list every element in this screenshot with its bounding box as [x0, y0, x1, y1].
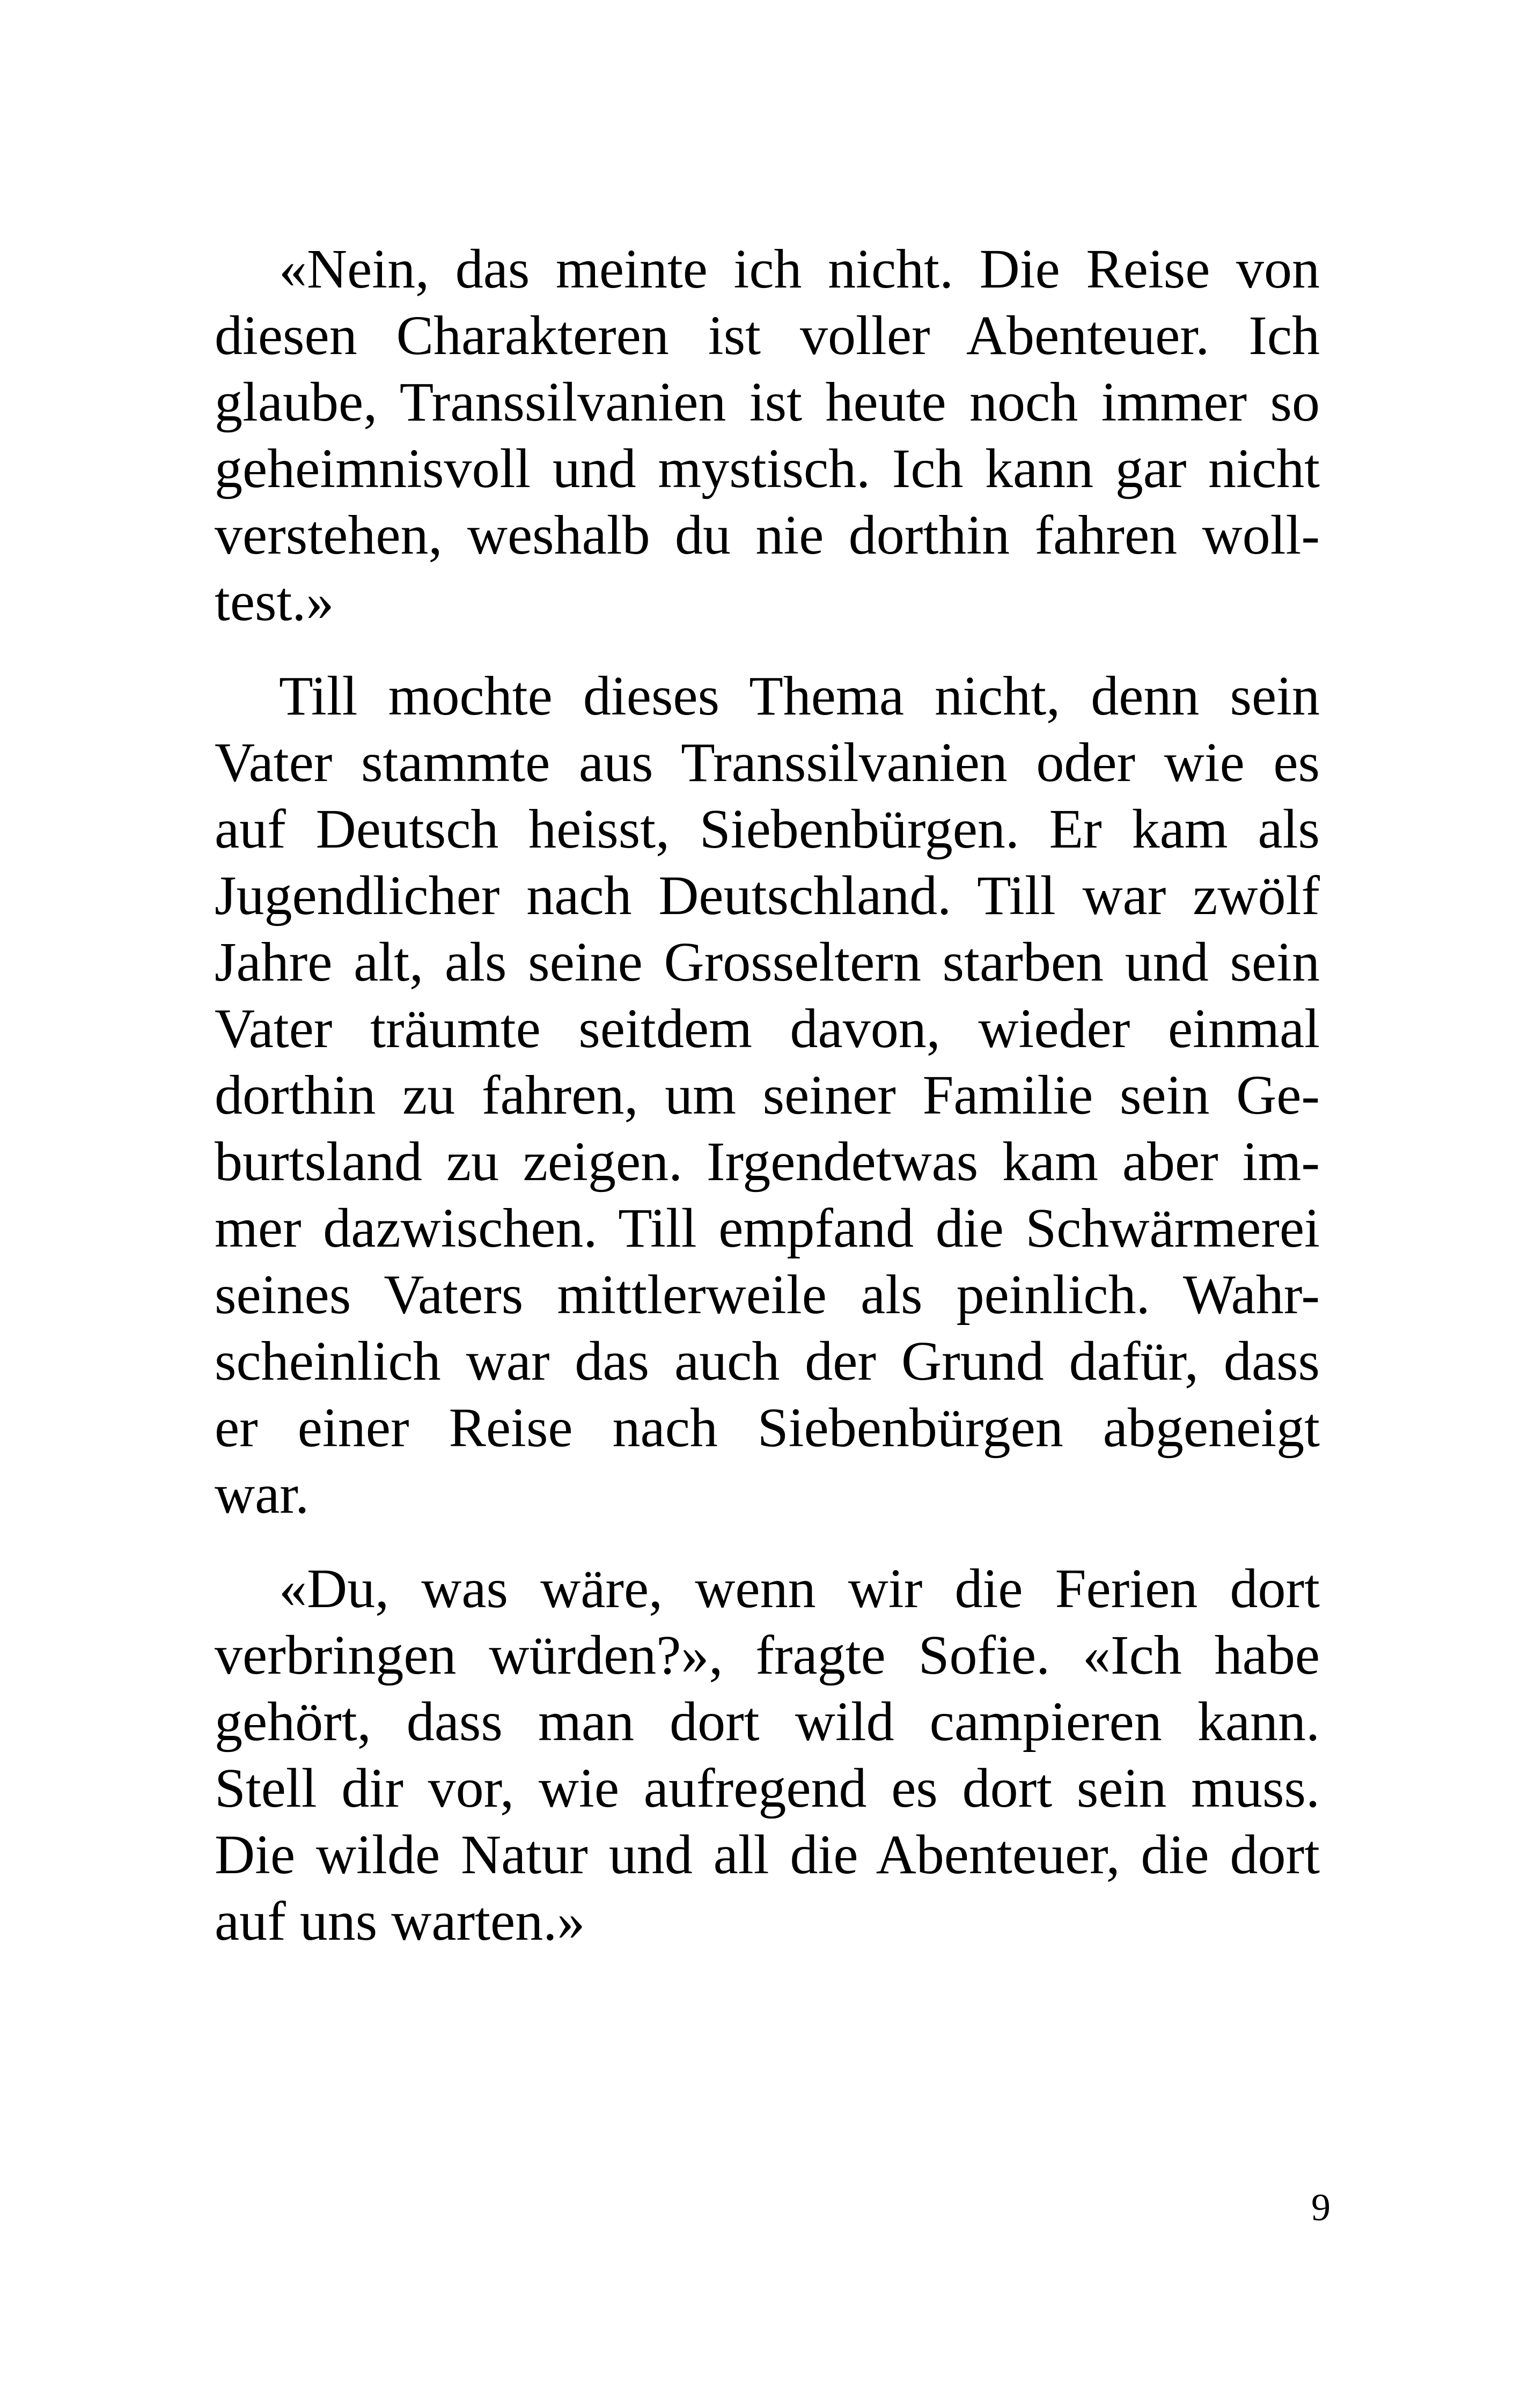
text-line: Jugendlicher nach Deutschland. Till war zwölf: [215, 865, 1320, 926]
body-text: [215, 236, 1320, 1983]
text-line: Till mochte dieses Thema nicht, denn sein: [279, 665, 1320, 727]
text-line: Die wilde Natur und all die Abenteuer, die dort: [215, 1824, 1320, 1886]
text-line: verbringen würden?», fragte Sofie. «Ich habe: [215, 1624, 1320, 1686]
text-line: mer dazwischen. Till empfand die Schwärmerei: [215, 1197, 1320, 1259]
text-line: test.»: [215, 571, 334, 632]
text-line: seines Vaters mittlerweile als peinlich. Wahr-: [215, 1264, 1320, 1325]
text-line: verstehen, weshalb du nie dorthin fahren woll-: [215, 504, 1320, 566]
page-number: 9: [1311, 2186, 1331, 2229]
text-line: burtsland zu zeigen. Irgendetwas kam aber im-: [215, 1131, 1320, 1192]
paragraph-3: [215, 1556, 1320, 1955]
text-line: glaube, Transsilvanien ist heute noch immer so: [215, 371, 1320, 433]
text-line: Vater stammte aus Transsilvanien oder wie es: [215, 732, 1320, 793]
text-line: dorthin zu fahren, um seiner Familie sein Ge-: [215, 1064, 1320, 1126]
text-line: Jahre alt, als seine Grosseltern starben und sein: [215, 931, 1320, 993]
text-line: diesen Charakteren ist voller Abenteuer. Ich: [215, 305, 1320, 366]
text-line: auf Deutsch heisst, Siebenbürgen. Er kam als: [215, 798, 1320, 860]
text-line: war.: [215, 1463, 310, 1525]
paragraph-1: [215, 236, 1320, 635]
text-line: geheimnisvoll und mystisch. Ich kann gar nicht: [215, 438, 1320, 499]
text-line: gehört, dass man dort wild campieren kann.: [215, 1691, 1320, 1752]
text-line: auf uns warten.»: [215, 1890, 585, 1952]
paragraph-2: [215, 663, 1320, 1528]
text-line: Vater träumte seitdem davon, wieder einmal: [215, 998, 1320, 1059]
text-line: «Nein, das meinte ich nicht. Die Reise von: [279, 238, 1320, 300]
text-line: Stell dir vor, wie aufregend es dort sein muss.: [215, 1757, 1320, 1819]
text-line: «Du, was wäre, wenn wir die Ferien dort: [279, 1558, 1320, 1619]
text-line: scheinlich war das auch der Grund dafür, dass: [215, 1330, 1320, 1392]
text-line: er einer Reise nach Siebenbürgen abgeneigt: [215, 1397, 1320, 1459]
